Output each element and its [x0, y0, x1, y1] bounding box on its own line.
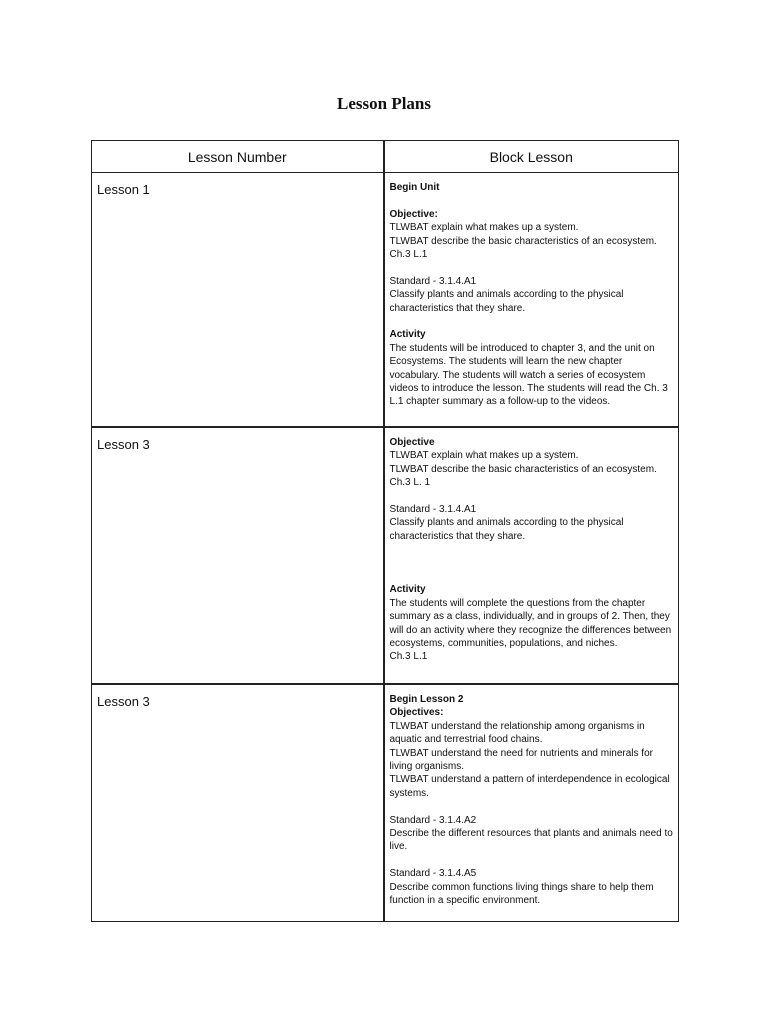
standard-code: Standard - 3.1.4.A1: [389, 275, 477, 287]
objective-label: Objectives:: [389, 707, 444, 719]
standard-text: Classify plants and animals according to the physical characteristics that they share.: [389, 517, 624, 542]
objective-item: TLWBAT describe the basic characteristics of an ecosystem. Ch.3 L. 1: [389, 463, 657, 489]
block-lesson-cell: [384, 427, 679, 684]
standard-code: Standard - 3.1.4.A1: [389, 504, 477, 516]
standard-text: Classify plants and animals according to the physical characteristics that they share.: [389, 289, 624, 314]
lesson-number-cell: Lesson 3: [92, 684, 384, 922]
block-lesson-cell: [384, 684, 679, 922]
objective-item: TLWBAT explain what makes up a system.: [389, 222, 579, 234]
standard-code: Standard - 3.1.4.A2: [389, 814, 477, 826]
table-row: [92, 427, 679, 684]
header-block-lesson: Block Lesson: [384, 141, 679, 173]
table-row: [92, 173, 679, 428]
lesson-heading: Begin Lesson 2: [389, 694, 464, 705]
table-row: [92, 684, 679, 922]
table-header-row: [92, 141, 679, 173]
activity-label: Activity: [389, 329, 426, 341]
header-lesson-number: Lesson Number: [92, 141, 384, 173]
lesson-number-cell: Lesson 1: [92, 173, 384, 428]
standard-code: Standard - 3.1.4.A5: [389, 868, 477, 880]
objective-label: Objective: [389, 437, 435, 448]
objective-item: TLWBAT understand the need for nutrients and minerals for living organisms.: [389, 747, 653, 773]
activity-reference: Ch.3 L.1: [389, 651, 428, 663]
objective-item: TLWBAT understand a pattern of interdependence in ecological systems.: [389, 774, 670, 799]
lesson-heading: Begin Unit: [389, 182, 440, 193]
objective-label: Objective:: [389, 208, 438, 220]
activity-text: The students will complete the questions from the chapter summary as a class, individually, and in groups of 2. Then, they will do an activity where they recognize the differences between ecosystems, communities, populations, and niches.: [389, 597, 672, 650]
block-lesson-cell: [384, 173, 679, 428]
objective-item: TLWBAT describe the basic characteristics of an ecosystem. Ch.3 L.1: [389, 235, 657, 261]
objective-item: TLWBAT understand the relationship among organisms in aquatic and terrestrial food chains.: [389, 720, 645, 746]
activity-label: Activity: [389, 584, 426, 596]
standard-text: Describe the different resources that plants and animals need to live.: [389, 828, 673, 853]
standard-text: Describe common functions living things share to help them function in a specific environment.: [389, 881, 654, 907]
activity-text: The students will be introduced to chapter 3, and the unit on Ecosystems. The students will learn the new chapter vocabulary. The students will watch a series of ecosystem videos to introduce the lesson. The students will read the Ch. 3 L.1 chapter summary as a follow-up to the videos.: [389, 342, 668, 408]
objective-item: TLWBAT explain what makes up a system.: [389, 450, 579, 462]
lesson-plan-table: [91, 140, 679, 922]
page-title: Lesson Plans: [337, 94, 431, 113]
lesson-number-cell: Lesson 3: [92, 427, 384, 684]
